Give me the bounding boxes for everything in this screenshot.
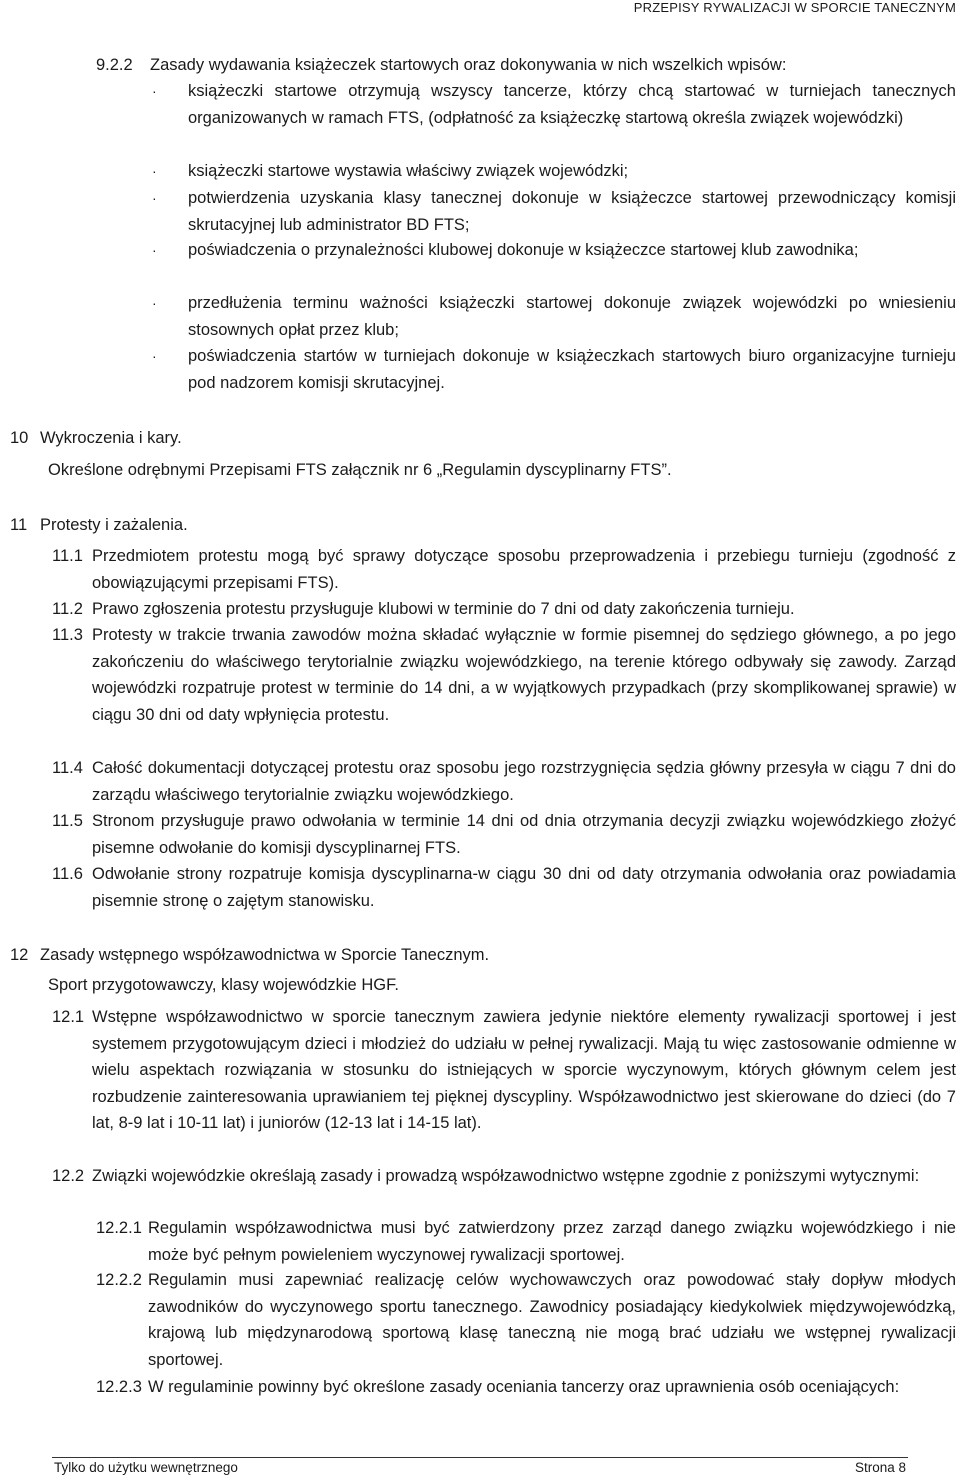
bullet-icon: ·: [152, 190, 157, 206]
footer-note: Tylko do użytku wewnętrznego: [54, 1460, 238, 1475]
section-subtitle: Sport przygotowawczy, klasy wojewódzkie HGF.: [48, 976, 399, 994]
page-number: Strona 8: [854, 1460, 906, 1475]
subitem-number: 12.2.1: [96, 1219, 142, 1237]
bullet-icon: ·: [152, 242, 157, 258]
subitem-number: 12.2.3: [96, 1378, 142, 1396]
list-item: Regulamin współzawodnictwa musi być zatwierdzony przez zarząd danego związku wojewódzkiego i nie może być pełnym powieleniem wyczynowej rywalizacji sportowej.: [148, 1219, 956, 1264]
list-item: książeczki startowe wystawia właściwy związek wojewódzki;: [188, 162, 629, 180]
running-header: PRZEPISY RYWALIZACJI W SPORCIE TANECZNYM: [633, 0, 956, 15]
footer-divider: [52, 1457, 908, 1458]
list-item: poświadczenia startów w turniejach dokonuje w książeczkach startowych biuro organizacyjne turnieju pod nadzorem komisji skrutacyjnej.: [188, 347, 956, 392]
list-item: potwierdzenia uzyskania klasy tanecznej dokonuje w książeczce startowej przewodniczący komisji skrutacyjnej lub administrator BD FTS;: [188, 189, 956, 234]
section-number: 9.2.2: [96, 56, 133, 74]
list-item: Przedmiotem protestu mogą być sprawy dotyczące sposobu przeprowadzenia i przebiegu turnieju (zgodność z obowiązującymi przepisami FTS).: [92, 547, 956, 592]
item-number: 11.2: [52, 600, 83, 618]
bullet-icon: ·: [152, 295, 157, 311]
section-number: 12: [10, 946, 29, 964]
section-number: 10: [10, 429, 29, 447]
list-item: Stronom przysługuje prawo odwołania w terminie 14 dni od dnia otrzymania decyzji związku wojewódzkiego złożyć pisemne odwołanie do komisji dyscyplinarnej FTS.: [92, 812, 956, 857]
list-item: Wstępne współzawodnictwo w sporcie tanecznym zawiera jedynie niektóre elementy rywalizacji sportowej i jest systemem przygotowującym dzieci i młodzież do udziału w pełnej rywalizacji. Mają tu więc zastosowanie odmienne w wielu aspektach rozwiązania w stosunku do istniejących w sporcie wyczynowym, których głównym celem jest rozbudzenie zainteresowania uprawianiem tej pięknej dyscypliny. Współzawodnictwo jest skierowane do dzieci (do 7 lat, 8-9 lat i 10-11 lat) i juniorów (12-13 lat i 14-15 lat).: [92, 1008, 956, 1132]
bullet-icon: ·: [152, 348, 157, 364]
item-number: 11.4: [52, 759, 83, 777]
item-number: 11.6: [52, 865, 83, 883]
list-item: książeczki startowe otrzymują wszyscy tancerze, którzy chcą startować w turniejach tanecznych organizowanych w ramach FTS, (odpłatność za książeczkę startową określa związek wojewódzki): [188, 82, 956, 127]
list-item: przedłużenia terminu ważności książeczki startowej dokonuje związek wojewódzki po wniesieniu stosownych opłat przez klub;: [188, 294, 956, 339]
item-number: 12.1: [52, 1008, 85, 1026]
list-item: Regulamin musi zapewniać realizację celów wychowawczych oraz powodować stały dopływ młodych zawodników do wyczynowego sportu tanecznego. Zawodnicy posiadający kiedykolwiek międzywojewódzką, krajową lub międzynarodową sportową klasę taneczną nie mogą brać udziału we wstępnej rywalizacji sportowej.: [148, 1271, 956, 1369]
subitem-number: 12.2.2: [96, 1271, 142, 1289]
list-item: Prawo zgłoszenia protestu przysługuje klubowi w terminie do 7 dni od daty zakończenia turnieju.: [92, 600, 795, 618]
section-heading: Wykroczenia i kary.: [40, 429, 182, 447]
paragraph: Określone odrębnymi Przepisami FTS załącznik nr 6 „Regulamin dyscyplinarny FTS”.: [48, 461, 672, 479]
list-item: Protesty w trakcie trwania zawodów można składać wyłącznie w formie pisemnej do sędziego głównego, a po jego zakończeniu do właściwego terytorialnie związku wojewódzkiego, na terenie którego odbywały się zawody. Zarząd wojewódzki rozpatruje protest w terminie do 14 dni, a w wyjątkowych przypadkach (przy skomplikowanej sprawie) w ciągu 30 dni od daty wpłynięcia protestu.: [92, 626, 956, 724]
page-footer: [0, 1457, 960, 1476]
item-number: 11.5: [52, 812, 83, 830]
section-heading: Protesty i zażalenia.: [40, 516, 188, 534]
list-item: Związki wojewódzkie określają zasady i prowadzą współzawodnictwo wstępne zgodnie z poniższymi wytycznymi:: [92, 1167, 920, 1185]
list-item: W regulaminie powinny być określone zasady oceniania tancerzy oraz uprawnienia osób oceniających:: [148, 1378, 900, 1396]
section-title: Zasady wydawania książeczek startowych oraz dokonywania w nich wszelkich wpisów:: [150, 56, 787, 74]
section-number: 11: [10, 516, 28, 534]
list-item: Całość dokumentacji dotyczącej protestu oraz sposobu jego rozstrzygnięcia sędzia główny przesyła w ciągu 7 dni do zarządu właściwego terytorialnie związku wojewódzkiego.: [92, 759, 956, 804]
item-number: 12.2: [52, 1167, 85, 1185]
bullet-icon: ·: [152, 163, 157, 179]
section-heading: Zasady wstępnego współzawodnictwa w Sporcie Tanecznym.: [40, 946, 490, 964]
list-item: Odwołanie strony rozpatruje komisja dyscyplinarna-w ciągu 30 dni od daty otrzymania odwołania oraz powiadamia pisemnie stronę o zajętym stanowisku.: [92, 865, 956, 910]
list-item: poświadczenia o przynależności klubowej dokonuje w książeczce startowej klub zawodnika;: [188, 241, 859, 259]
item-number: 11.1: [52, 547, 83, 565]
bullet-icon: ·: [152, 83, 157, 99]
item-number: 11.3: [52, 626, 83, 644]
